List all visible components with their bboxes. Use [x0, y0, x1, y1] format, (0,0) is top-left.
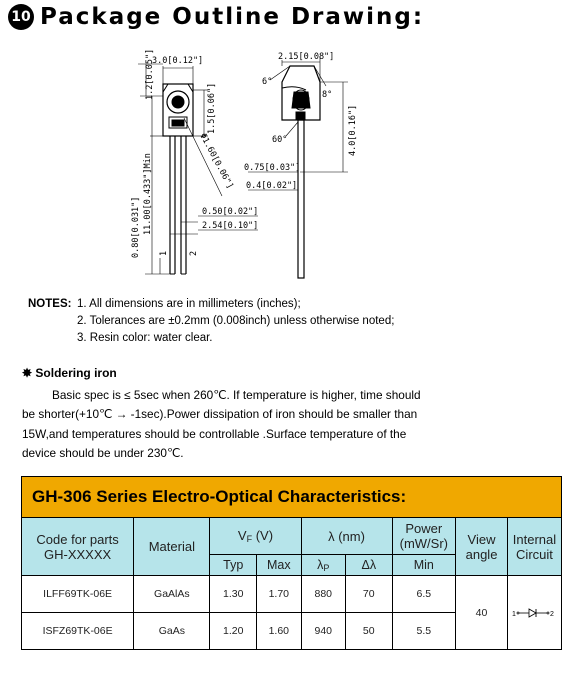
diode-symbol-icon — [512, 606, 556, 620]
section-number-badge: 10 — [8, 4, 34, 30]
soldering-line: 15W,and temperatures should be controllable .Surface temperature of the — [22, 426, 407, 441]
dim-lens-diameter: Φ1.60[0.06"] — [197, 131, 236, 191]
table-row — [22, 576, 562, 613]
cell-max: 1.60 — [257, 613, 301, 650]
soldering-heading-text: Soldering iron — [35, 366, 117, 380]
cell-delta-lambda: 70 — [345, 576, 392, 613]
header-material: Material — [134, 518, 210, 576]
header-lambda-p: $\lambda_P$ — [301, 555, 345, 576]
header-max: Max — [257, 555, 301, 576]
notes-lead: NOTES: — [28, 298, 72, 310]
section-title-text: Package Outline Drawing: — [40, 4, 425, 30]
pin1-label: 1 — [159, 250, 169, 256]
table-caption: GH-306 Series Electro-Optical Characteristics: — [22, 477, 562, 518]
front-view — [138, 64, 258, 274]
circuit-pin2-label: 2 — [550, 610, 555, 618]
section-title — [8, 4, 424, 30]
cell-lambda-p: 880 — [301, 576, 345, 613]
note-item: 1. All dimensions are in millimeters (inches); — [77, 298, 301, 310]
characteristics-table — [21, 476, 562, 650]
header-view-angle: View angle — [456, 518, 508, 576]
header-delta-lambda: Δλ — [345, 555, 392, 576]
dim-lead-length: 11.00[0.433"]Min — [143, 153, 153, 235]
cell-power: 6.5 — [392, 576, 456, 613]
cell-internal-circuit — [507, 576, 561, 650]
cell-code: ISFZ69TK-06E — [22, 613, 134, 650]
package-outline-drawing — [0, 40, 582, 292]
header-power: Power (mW/Sr) — [392, 518, 456, 555]
dim-lead-thickness: 0.80[0.031"] — [131, 196, 141, 258]
dim-angle-6: 6° — [262, 77, 273, 87]
dim-angle-60: 60° — [272, 135, 288, 145]
dim-side-width: 2.15[0.08"] — [278, 52, 335, 62]
cell-typ: 1.20 — [210, 613, 257, 650]
cell-power: 5.5 — [392, 613, 456, 650]
header-vf: $V_F$ (V) — [210, 518, 301, 555]
cell-max: 1.70 — [257, 576, 301, 613]
asterisk-bullet-icon: ✸ — [22, 366, 33, 380]
dim-lead-pitch: 2.54[0.10"] — [202, 221, 259, 231]
soldering-heading — [22, 366, 117, 380]
notes-block — [28, 296, 394, 347]
header-internal-circuit: Internal Circuit — [507, 518, 561, 576]
cell-code: ILFF69TK-06E — [22, 576, 134, 613]
cell-typ: 1.30 — [210, 576, 257, 613]
dim-side-1: 0.75[0.03"] — [244, 163, 301, 173]
dim-side-2: 0.4[0.02"] — [246, 181, 298, 191]
cell-material: GaAs — [134, 613, 210, 650]
note-item: 2. Tolerances are ±0.2mm (0.008inch) unless otherwise noted; — [77, 315, 395, 327]
dim-top-width: 3.0[0.12"] — [152, 56, 204, 66]
header-min: Min — [392, 555, 456, 576]
pin2-label: 2 — [189, 250, 199, 256]
dim-angle-8: 8° — [322, 90, 333, 100]
note-item: 3. Resin color: water clear. — [77, 332, 213, 344]
dim-lead-width: 0.50[0.02"] — [202, 207, 259, 217]
cell-lambda-p: 940 — [301, 613, 345, 650]
dim-top-height: 1.2[0.05"] — [145, 48, 155, 100]
dim-lens-height: 1.5[0.06"] — [207, 82, 217, 134]
header-typ: Typ — [210, 555, 257, 576]
cell-view-angle: 40 — [456, 576, 508, 650]
cell-delta-lambda: 50 — [345, 613, 392, 650]
header-lambda: λ (nm) — [301, 518, 392, 555]
soldering-line: Basic spec is ≤ 5sec when 260℃. If temperature is higher, time should — [52, 388, 421, 402]
cell-material: GaAlAs — [134, 576, 210, 613]
soldering-line: device should be under 230℃. — [22, 445, 184, 460]
soldering-line: be shorter(+10℃ → -1sec).Power dissipation of iron should be smaller than — [22, 407, 418, 422]
circuit-pin1-label: 1 — [512, 610, 517, 618]
header-code: Code for parts GH-XXXXX — [22, 518, 134, 576]
soldering-paragraph — [22, 386, 456, 463]
dim-side-height: 4.0[0.16"] — [348, 104, 358, 156]
